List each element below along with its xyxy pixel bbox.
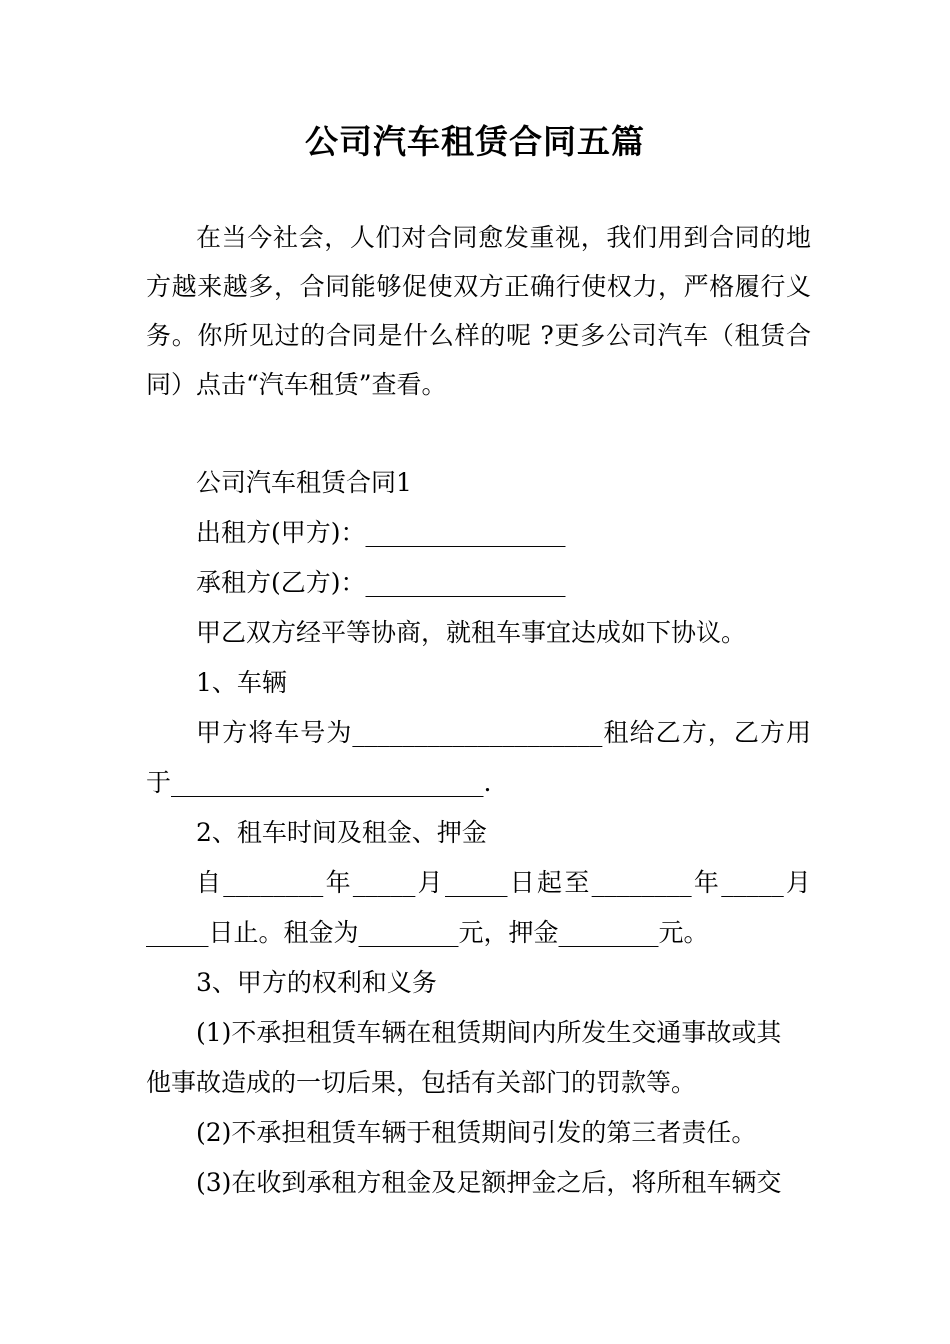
clause-2-line: (2)不承担租赁车辆于租赁期间引发的第三者责任。 [196,1118,757,1147]
section-1-heading: 1、车辆 [196,668,287,697]
document-title: 公司汽车租赁合同五篇 [305,122,645,161]
intro-paragraph: 在当今社会，人们对合同愈发重视，我们用到合同的地方越来越多，合同能够促使双方正确行使权力，严格履行义务。你所见过的合同是什么样的呢 ?更多公司汽车（租赁合同）点击“汽车租赁”查看。 [146,223,811,399]
term-line-1: 自________年_____月_____日起至________年_____月 [196,868,811,897]
vehicle-line-1: 甲方将车号为____________________租给乙方，乙方用 [196,718,811,747]
clause-1-line-1: (1)不承担租赁车辆在租赁期间内所发生交通事故或其 [196,1018,782,1047]
lessor-line: 出租方(甲方)：________________ [196,518,566,547]
section-3-heading: 3、甲方的权利和义务 [196,968,437,997]
contract-heading: 公司汽车租赁合同1 [196,468,412,497]
term-line-2: _____日止。租金为________元，押金________元。 [146,918,709,947]
clause-1-line-2: 他事故造成的一切后果，包括有关部门的罚款等。 [146,1068,697,1097]
lessee-line: 承租方(乙方)：________________ [196,568,566,597]
section-2-heading: 2、租车时间及租金、押金 [196,818,487,847]
agreement-line: 甲乙双方经平等协商，就租车事宜达成如下协议。 [196,618,747,647]
clause-3-line: (3)在收到承租方租金及足额押金之后，将所租车辆交 [196,1168,782,1197]
vehicle-line-2: 于_________________________. [146,768,492,797]
contract-body [146,458,811,1208]
